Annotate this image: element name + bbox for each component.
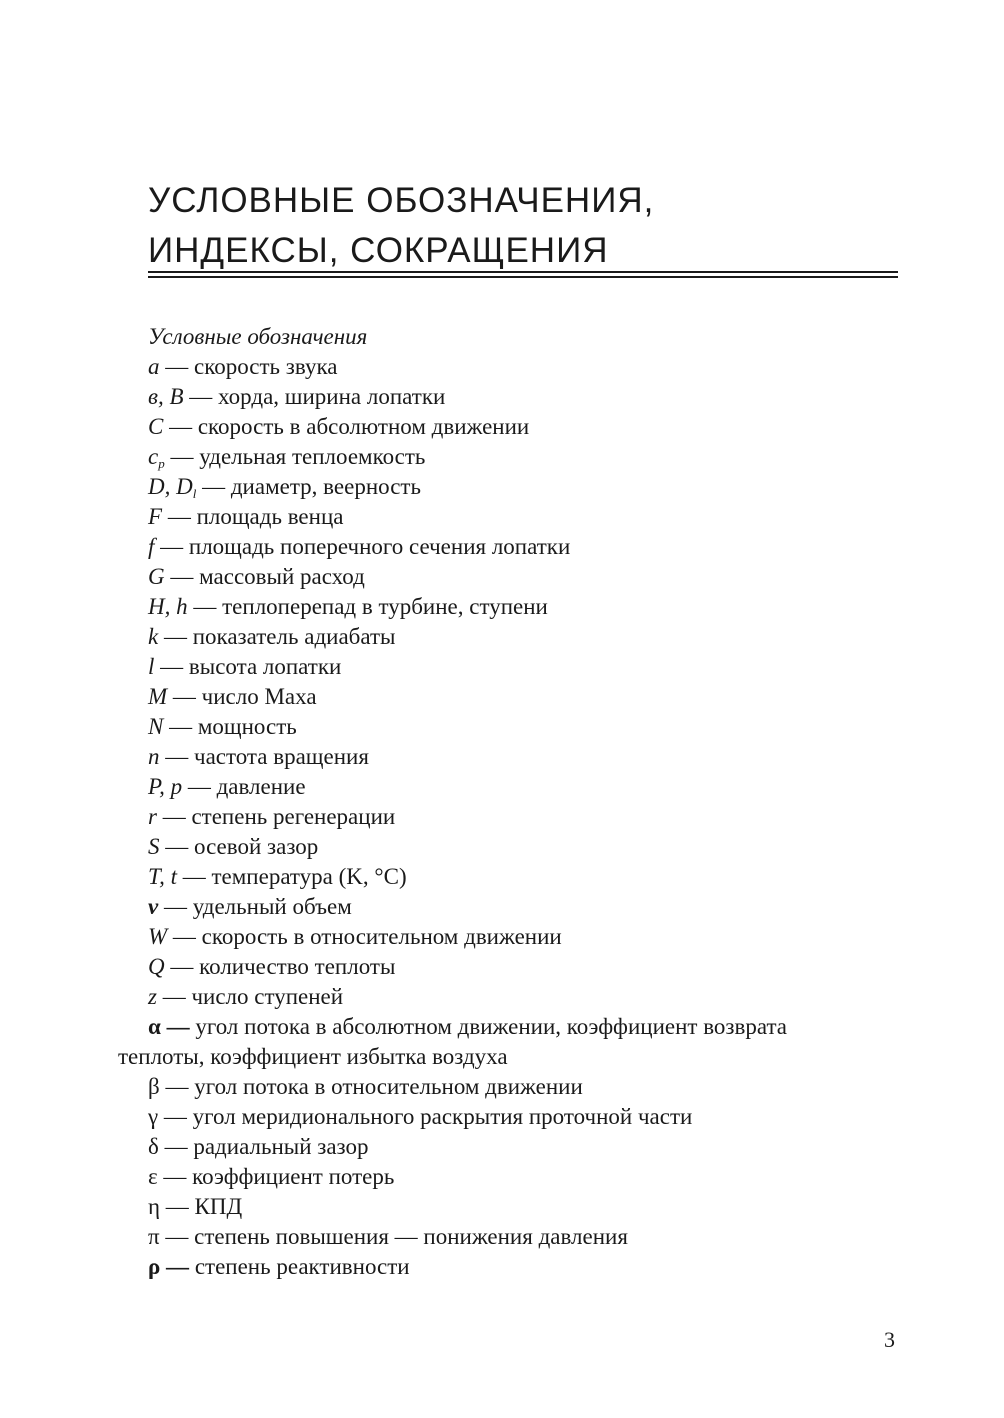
notation-item: k — показатель адиабаты — [148, 624, 396, 649]
symbol: l — [148, 654, 155, 679]
notation-item: M — число Маха — [148, 684, 317, 709]
symbol: α — — [148, 1014, 190, 1039]
definition: высота лопатки — [188, 654, 342, 679]
symbol: n — [148, 744, 160, 769]
definition: число ступеней — [191, 984, 344, 1009]
notation-item: F — площадь венца — [148, 504, 344, 529]
notation-item: $c_p$ — удельная теплоемкость — [148, 444, 426, 471]
notation-item: l — высота лопатки — [148, 654, 342, 679]
definition: показатель адиабаты — [192, 624, 396, 649]
definition: угол потока в относительном движении — [194, 1074, 583, 1099]
section-heading: Условные обозначения — [148, 324, 368, 349]
title-line-2: ИНДЕКСЫ, СОКРАЩЕНИЯ — [148, 231, 609, 270]
definition: диаметр, веерность — [230, 474, 421, 499]
symbol: C — [148, 414, 164, 439]
notation-item: r — степень регенерации — [148, 804, 396, 829]
notation-item: v — удельный объем — [148, 894, 352, 919]
symbol: S — [148, 834, 160, 859]
definition: площадь венца — [196, 504, 344, 529]
definition: скорость в относительном движении — [201, 924, 562, 949]
symbol: W — [148, 924, 168, 949]
notation-item: G — массовый расход — [148, 564, 365, 589]
symbol: M — [148, 684, 168, 709]
symbol: f — [148, 534, 155, 559]
notation-item: T, t — температура (K, °C) — [148, 864, 407, 889]
symbol: T, t — [148, 864, 177, 889]
definition: давление — [216, 774, 306, 799]
notation-item: η — КПД — [148, 1194, 243, 1219]
symbol-subscript: l — [192, 486, 197, 501]
symbol: ε — [148, 1164, 158, 1189]
symbol: k — [148, 624, 159, 649]
notation-item: n — частота вращения — [148, 744, 369, 769]
definition: скорость в абсолютном движении — [197, 414, 530, 439]
title-line-1: УСЛОВНЫЕ ОБОЗНАЧЕНИЯ, — [148, 181, 655, 220]
notation-item: f — площадь поперечного сечения лопатки — [148, 534, 571, 559]
symbol: N — [148, 714, 164, 739]
symbol: H, h — [148, 594, 188, 619]
notation-item: β — угол потока в относительном движении — [148, 1074, 583, 1099]
symbol: Q — [148, 954, 165, 979]
definition: радиальный зазор — [193, 1134, 369, 1159]
symbol: G — [148, 564, 165, 589]
symbol: π — [148, 1224, 160, 1249]
notation-item: в, B — хорда, ширина лопатки — [148, 384, 446, 409]
symbol: β — [148, 1074, 160, 1099]
definition: площадь поперечного сечения лопатки — [188, 534, 571, 559]
symbol: в, B — [148, 384, 184, 409]
notation-list — [118, 322, 900, 1282]
notation-item: γ — угол меридионального раскрытия проточной части — [148, 1104, 693, 1129]
symbol: γ — [148, 1104, 159, 1129]
symbol: z — [148, 984, 157, 1009]
symbol: P, p — [148, 774, 183, 799]
notation-item: H, h — теплоперепад в турбине, ступени — [148, 594, 548, 619]
definition: угол потока в абсолютном движении, коэффициент возврата — [195, 1014, 788, 1039]
notation-item: N — мощность — [148, 714, 297, 739]
definition: скорость звука — [194, 354, 338, 379]
symbol: δ — [148, 1134, 159, 1159]
definition: хорда, ширина лопатки — [218, 384, 446, 409]
title-rule-lower — [148, 276, 898, 278]
title-rule-upper — [148, 271, 898, 273]
symbol: ρ — — [148, 1254, 190, 1279]
notation-item: C — скорость в абсолютном движении — [148, 414, 530, 439]
definition: удельный объем — [192, 894, 352, 919]
definition: степень повышения — понижения давления — [194, 1224, 628, 1249]
notation-item — [148, 1252, 900, 1282]
notation-item: ε — коэффициент потерь — [148, 1164, 395, 1189]
definition: коэффициент потерь — [192, 1164, 395, 1189]
symbol: c — [148, 444, 159, 469]
notation-item: δ — радиальный зазор — [148, 1134, 369, 1159]
definition: удельная теплоемкость — [199, 444, 426, 469]
definition: осевой зазор — [194, 834, 319, 859]
definition: количество теплоты — [199, 954, 396, 979]
notation-item: W — скорость в относительном движении — [148, 924, 562, 949]
definition: угол меридионального раскрытия проточной части — [192, 1104, 693, 1129]
definition: число Маха — [201, 684, 317, 709]
definition: КПД — [194, 1194, 243, 1219]
definition: степень регенерации — [191, 804, 396, 829]
symbol: D, D — [148, 474, 193, 499]
notation-item: S — осевой зазор — [148, 834, 319, 859]
symbol: r — [148, 804, 157, 829]
definition: массовый расход — [199, 564, 365, 589]
definition: частота вращения — [194, 744, 369, 769]
notation-item: z — число ступеней — [148, 984, 344, 1009]
symbol: v — [148, 894, 159, 919]
notation-item: D, $D_l$ — диаметр, веерность — [148, 474, 421, 501]
notation-item — [148, 1012, 900, 1042]
definition-continuation: теплоты, коэффициент избытка воздуха — [118, 1044, 508, 1069]
definition: степень реактивности — [194, 1254, 410, 1279]
notation-item: a — скорость звука — [148, 354, 338, 379]
notation-item: P, p — давление — [148, 774, 306, 799]
symbol: a — [148, 354, 160, 379]
definition: температура (K, °C) — [211, 864, 407, 889]
notation-item: π — степень повышения — понижения давления — [148, 1224, 628, 1249]
page-title — [148, 176, 908, 276]
symbol: F — [148, 504, 163, 529]
notation-item: Q — количество теплоты — [148, 954, 396, 979]
definition: теплоперепад в турбине, ступени — [222, 594, 548, 619]
notation-item-continuation — [118, 1042, 900, 1072]
symbol-subscript: p — [158, 456, 165, 471]
definition: мощность — [197, 714, 297, 739]
symbol: η — [148, 1194, 161, 1219]
page-number: 3 — [884, 1327, 895, 1352]
